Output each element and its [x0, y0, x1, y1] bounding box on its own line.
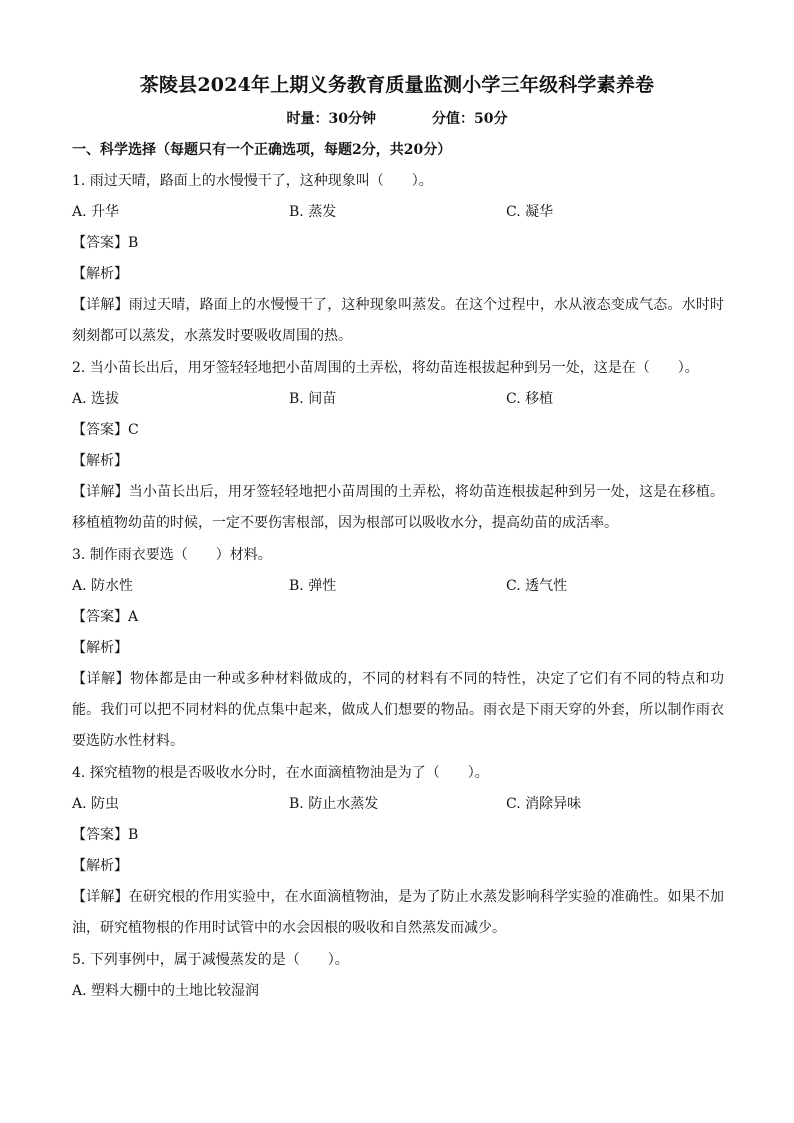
detail-paragraph: 【详解】物体都是由一种或多种材料做成的，不同的材料有不同的特性，决定了它们有不同的特点和功能。我们可以把不同材料的优点集中起来，做成人们想要的物品。雨衣是下雨天穿的外套，所以制作雨衣要选防水性材料。 [72, 671, 724, 749]
question-stem: 2. 当小苗长出后，用牙签轻轻地把小苗周围的土弄松，将幼苗连根拔起种到另一处，这是在（ ）。 [72, 360, 699, 376]
detail-paragraph: 【详解】雨过天晴，路面上的水慢慢干了，这种现象叫蒸发。在这个过程中，水从液态变成气态。水时时刻刻都可以蒸发，水蒸发时要吸收周围的热。 [72, 297, 724, 344]
analysis-label: 【解析】 [72, 453, 128, 469]
detail-paragraph: 【详解】在研究根的作用实验中，在水面滴植物油，是为了防止水蒸发影响科学实验的准确性。如果不加油，研究植物根的作用时试管中的水会因根的吸收和自然蒸发而减少。 [72, 889, 724, 936]
option-a: A. 防水性 [72, 578, 134, 594]
analysis-label: 【解析】 [72, 858, 128, 874]
option-c: C. 凝华 [506, 204, 554, 220]
answer-line: 【答案】B [72, 235, 139, 251]
option-b: B. 弹性 [289, 578, 337, 594]
option-a: A. 选拔 [72, 391, 120, 407]
option-c: C. 消除异味 [506, 796, 582, 812]
option-c: C. 移植 [506, 391, 554, 407]
score-label: 分值：50分 [432, 111, 508, 127]
question-stem: 3. 制作雨衣要选（ ）材料。 [72, 547, 272, 563]
detail-paragraph: 【详解】当小苗长出后，用牙签轻轻地把小苗周围的土弄松，将幼苗连根拔起种到另一处，这是在移植。移植植物幼苗的时候，一定不要伤害根部，因为根部可以吸收水分，提高幼苗的成活率。 [72, 484, 724, 531]
section-heading: 一、科学选择（每题只有一个正确选项，每题2分，共20分） [72, 142, 452, 158]
option-a: A. 升华 [72, 204, 120, 220]
option-b: B. 间苗 [289, 391, 337, 407]
question-stem: 4. 探究植物的根是否吸收水分时，在水面滴植物油是为了（ ）。 [72, 765, 489, 781]
option-b: B. 蒸发 [289, 204, 337, 220]
option-a: A. 防虫 [72, 796, 120, 812]
answer-line: 【答案】C [72, 422, 139, 438]
option-a: A. 塑料大棚中的土地比较湿润 [72, 983, 260, 999]
answer-line: 【答案】B [72, 827, 139, 843]
exam-info [0, 108, 794, 128]
answer-line: 【答案】A [72, 609, 139, 625]
question-stem: 5. 下列事例中，属于减慢蒸发的是（ ）。 [72, 952, 349, 968]
analysis-label: 【解析】 [72, 640, 128, 656]
document-title: 茶陵县2024年上期义务教育质量监测小学三年级科学素养卷 [139, 74, 655, 96]
option-c: C. 透气性 [506, 578, 568, 594]
option-b: B. 防止水蒸发 [289, 796, 379, 812]
time-label: 时量：30分钟 [286, 111, 376, 127]
analysis-label: 【解析】 [72, 266, 128, 282]
question-stem: 1. 雨过天晴，路面上的水慢慢干了，这种现象叫（ ）。 [72, 173, 433, 189]
